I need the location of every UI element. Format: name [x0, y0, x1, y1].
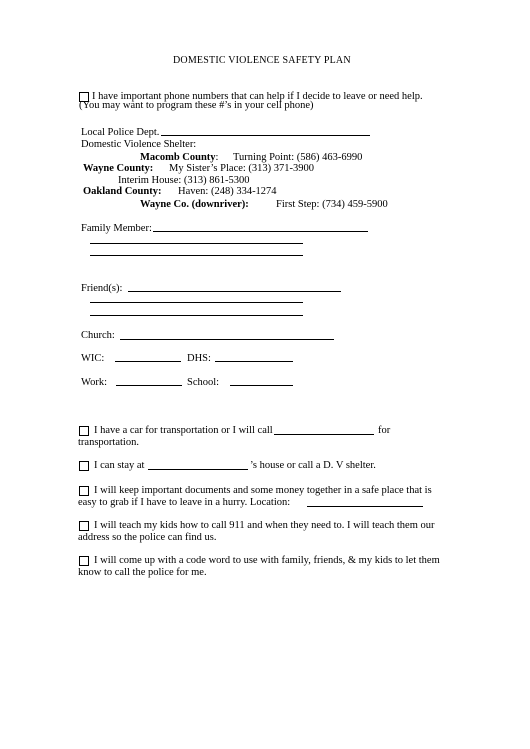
kids-checkbox[interactable] — [79, 521, 89, 531]
car-text-2: transportation. — [78, 437, 139, 448]
friends-field-2[interactable] — [90, 302, 303, 303]
friends-label: Friend(s): — [81, 283, 123, 294]
work-field[interactable] — [116, 385, 182, 386]
stay-name-field[interactable] — [148, 469, 248, 470]
phone-numbers-text: I have important phone numbers that can help if I decide to leave or need help. — [92, 91, 423, 102]
car-checkbox[interactable] — [79, 426, 89, 436]
documents-text: I will keep important documents and some money together in a safe place that is — [94, 485, 432, 496]
macomb-county-label: Macomb County — [140, 152, 216, 163]
wayne-county-label: Wayne County: — [83, 163, 154, 174]
page-title: DOMESTIC VIOLENCE SAFETY PLAN — [173, 55, 351, 66]
kids-text: I will teach my kids how to call 911 and when they need to. I will teach them our — [94, 520, 435, 531]
macomb-colon: : — [215, 152, 219, 163]
wayne-info: My Sister’s Place: (313) 371-3900 — [169, 163, 315, 174]
phone-numbers-note: (You may want to program these #’s in your cell phone) — [79, 100, 314, 111]
local-police-label: Local Police Dept. — [81, 127, 160, 138]
friends-field-3[interactable] — [90, 315, 303, 316]
school-field[interactable] — [230, 385, 293, 386]
interim-house: Interim House: (313) 861-5300 — [118, 175, 250, 186]
stay-text: I can stay at — [94, 460, 145, 471]
macomb-info: Turning Point: (586) 463-6990 — [233, 152, 363, 163]
family-member-field-3[interactable] — [90, 255, 303, 256]
stay-text-2: ’s house or call a D. V shelter. — [250, 460, 376, 471]
code-word-checkbox[interactable] — [79, 556, 89, 566]
documents-location-field[interactable] — [307, 506, 423, 507]
work-label: Work: — [81, 377, 107, 388]
dhs-field[interactable] — [215, 361, 293, 362]
code-word-text: I will come up with a code word to use with family, friends, & my kids to let them — [94, 555, 440, 566]
wayne-downriver-label: Wayne Co. (downriver): — [140, 199, 249, 210]
wic-field[interactable] — [115, 361, 181, 362]
car-text: I have a car for transportation or I will call — [94, 425, 273, 436]
stay-checkbox[interactable] — [79, 461, 89, 471]
wayne-downriver-info: First Step: (734) 459-5900 — [276, 199, 388, 210]
shelter-label: Domestic Violence Shelter: — [81, 139, 197, 150]
family-member-field-2[interactable] — [90, 243, 303, 244]
wic-label: WIC: — [81, 353, 105, 364]
dhs-label: DHS: — [187, 353, 211, 364]
documents-checkbox[interactable] — [79, 486, 89, 496]
church-label: Church: — [81, 330, 115, 341]
family-member-label: Family Member: — [81, 223, 152, 234]
school-label: School: — [187, 377, 220, 388]
local-police-field[interactable] — [161, 135, 370, 136]
car-contact-field[interactable] — [274, 434, 374, 435]
friends-field-1[interactable] — [128, 291, 341, 292]
church-field[interactable] — [120, 339, 334, 340]
family-member-field-1[interactable] — [153, 231, 368, 232]
kids-text-2: address so the police can find us. — [78, 532, 217, 543]
oakland-county-label: Oakland County: — [83, 186, 162, 197]
documents-text-2: easy to grab if I have to leave in a hurry. Location: — [78, 497, 291, 508]
car-text-for: for — [378, 425, 391, 436]
code-word-text-2: know to call the police for me. — [78, 567, 207, 578]
oakland-info: Haven: (248) 334-1274 — [178, 186, 277, 197]
